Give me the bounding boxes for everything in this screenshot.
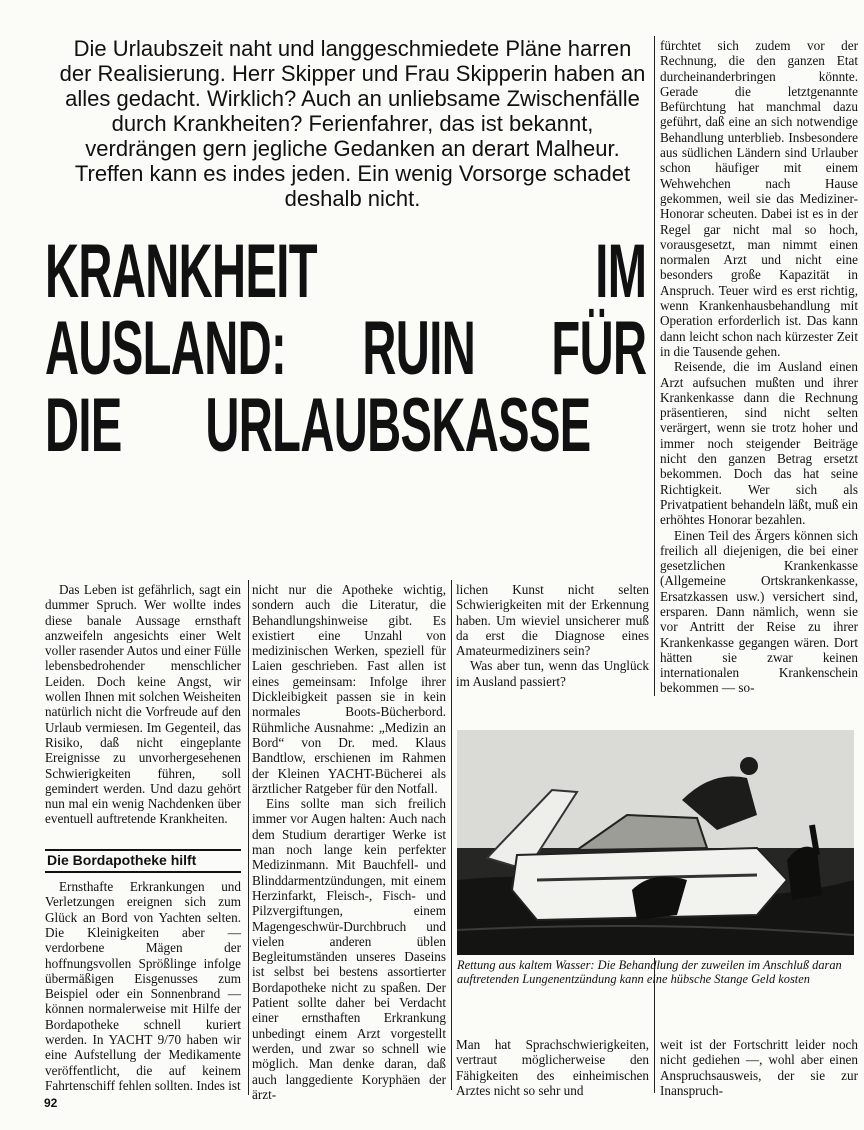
column-4-continued bbox=[660, 1037, 858, 1098]
column-4 bbox=[660, 38, 858, 696]
intro-text: Die Urlaubszeit naht und langgeschmiedete Pläne harren der Realisierung. Herr Skipper und Frau Skipperin haben an alles gedacht. Wirklich? Auch an unliebsame Zwischenfälle durch Krankheiten? Ferienfahrer, das ist bekannt, verdrängen gern jegliche Gedanken an derart Malheur. Treffen kann es indes jeden. Ein wenig Vorsorge schadet deshalb nicht. bbox=[59, 36, 646, 211]
headline bbox=[45, 229, 647, 468]
subheading: Die Bordapotheke hilft bbox=[45, 849, 241, 873]
paragraph: Einen Teil des Ärgers können sich freilich all diejenigen, die bei einer gesetzlichen Krankenkasse (Allgemeine Ortskrankenkasse, Ersatzkassen usw.) versichert sind, ersparen. Dann nämlich, wenn sie vor Antritt der Reise zu ihrer Krankenkasse gegangen wären. Dort hätten sie zwar keinen internationalen Krankenschein bekommen — so- bbox=[660, 527, 858, 696]
column-rule bbox=[654, 36, 655, 696]
page-number: 92 bbox=[44, 1096, 58, 1110]
column-1 bbox=[45, 582, 241, 1093]
paragraph: Das Leben ist gefährlich, sagt ein dummer Spruch. Wer wollte indes diese banale Aussage ernsthaft anzweifeln angesichts einer Welt voller rasender Autos und einer Fülle lebensbedrohender menschlicher Leiden. Doch keine Angst, wir wollen Ihnen mit solchen Weisheiten natürlich nicht die Vorfreude auf den Urlaub vermiesen. Im Gegenteil, das Risiko, daß nicht eingeplante Ereignisse zu unvorhergesehenen Schwierigkeiten führen, soll gemindert werden. Und dazu gehört nun mal ein wenig Nachdenken über eventuell auftretende Krankheiten. bbox=[45, 582, 241, 827]
column-2 bbox=[252, 582, 446, 1102]
headline-line-1: KRANKHEIT IM bbox=[45, 229, 647, 314]
paragraph: nicht nur die Apotheke wichtig, sondern auch die Literatur, die Behandlungshinweise gibt. Es existiert eine Unzahl von medizinischen Werken, speziell für Laien geschrieben. Fast allen ist eines gemeinsam: Infolge ihrer Dickleibigkeit passen sie in kein normales Boots-Bücherbord. Rühmliche Ausnahme: „Medizin an Bord“ von Dr. med. Klaus Bandtlow, erschienen im Rahmen der Kleinen YACHT-Bücherei als ärztlicher Ratgeber für den Notfall. bbox=[252, 582, 446, 796]
headline-line-3: DIE URLAUBSKASSE bbox=[45, 383, 591, 468]
rescue-boat-photo bbox=[457, 730, 854, 955]
headline-line-2: AUSLAND: RUIN FÜR bbox=[45, 306, 647, 391]
column-3 bbox=[456, 582, 649, 689]
paragraph: Ernsthafte Erkrankungen und Verletzungen ereignen sich zum Glück an Bord von Yachten selten. Die Kleinigkeiten aber — verdorbene Mägen der hoffnungsvollen Sprößlinge infolge übermäßigen Eisgenusses zum Beispiel oder ein Sonnenbrand — können normalerweise mit Hilfe der Bordapotheke schnell kuriert werden. In YACHT 9/70 haben wir eine Aufstellung der Medikamente veröffentlicht, die auf keinem Fahrtenschiff fehlen sollten. Indes ist bbox=[45, 879, 241, 1093]
photo-illustration bbox=[457, 730, 854, 955]
paragraph: Was aber tun, wenn das Unglück im Ausland passiert? bbox=[456, 658, 649, 689]
paragraph: Reisende, die im Ausland einen Arzt aufsuchen mußten und ihrer Krankenkasse dann die Rechnung präsentieren, sind nicht selten verärgert, wenn sie trotz hoher und immer noch steigender Beiträge nicht den ganzen Betrag ersetzt bekommen. Doch das hat seine Richtigkeit. Wer sich als Privatpatient behandeln läßt, muß ein erhöhtes Honorar bezahlen. bbox=[660, 359, 858, 528]
paragraph: weit ist der Fortschritt leider noch nicht gediehen —, wohl aber einen Anspruchsausweis, der sie zur Inanspruch- bbox=[660, 1037, 858, 1098]
paragraph: fürchtet sich zudem vor der Rechnung, die den ganzen Etat durcheinanderbringen könnte. Gerade die letztgenannte Befürchtung hat manchmal dazu geführt, daß eine an sich notwendige Behandlung unterblieb. Insbesondere aus südlichen Ländern sind Urlauber schon häufiger mit einem Wehwehchen nach Hause gekommen, weil sie das Mediziner-Honorar scheuten. Dabei ist es in der Regel gar nicht mal so hoch, vorausgesetzt, man nimmt einen normalen Arzt und nicht eine besonders große Kapazität in Anspruch. Teuer wird es erst richtig, wenn Krankenhausbehandlung mit Operation erforderlich ist. Das kann dann leicht schon nach kürzester Zeit in die Tausende gehen. bbox=[660, 38, 858, 359]
paragraph: lichen Kunst nicht selten Schwierigkeiten mit der Erkennung haben. Um wieviel unsicherer muß da erst die Diagnose eines Amateurmediziners sein? bbox=[456, 582, 649, 659]
paragraph: Eins sollte man sich freilich immer vor Augen halten: Auch nach dem Studium derartiger Werke ist man noch lange kein perfekter Medizinmann. Mit Bauchfell- und Blinddarmentzündungen, mit einem Herzinfarkt, Fleisch-, Fisch- und Pilzvergiftungen, einem Magengeschwür-Durchbruch und vielen anderen üblen Begleitumständen unseres Daseins ist selbst bei bestens assortierter Bordapotheke nicht zu spaßen. Der Patient sollte daher bei Verdacht einer ernsthaften Erkrankung unbedingt einem Arzt vorgestellt werden, und zwar so schnell wie möglich. Man denke daran, daß auch langgediente Koryphäen der ärzt- bbox=[252, 796, 446, 1102]
column-3-continued bbox=[456, 1037, 649, 1098]
column-rule bbox=[248, 580, 249, 1095]
paragraph: Man hat Sprachschwierigkeiten, vertraut möglicherweise den Fähigkeiten des einheimischen Arztes nicht so sehr und bbox=[456, 1037, 649, 1098]
column-rule bbox=[451, 580, 452, 1090]
photo-caption: Rettung aus kaltem Wasser: Die Behandlung der zuweilen im Anschluß daran auftretenden Lungenentzündung kann eine hübsche Stange Geld kosten bbox=[457, 958, 842, 986]
